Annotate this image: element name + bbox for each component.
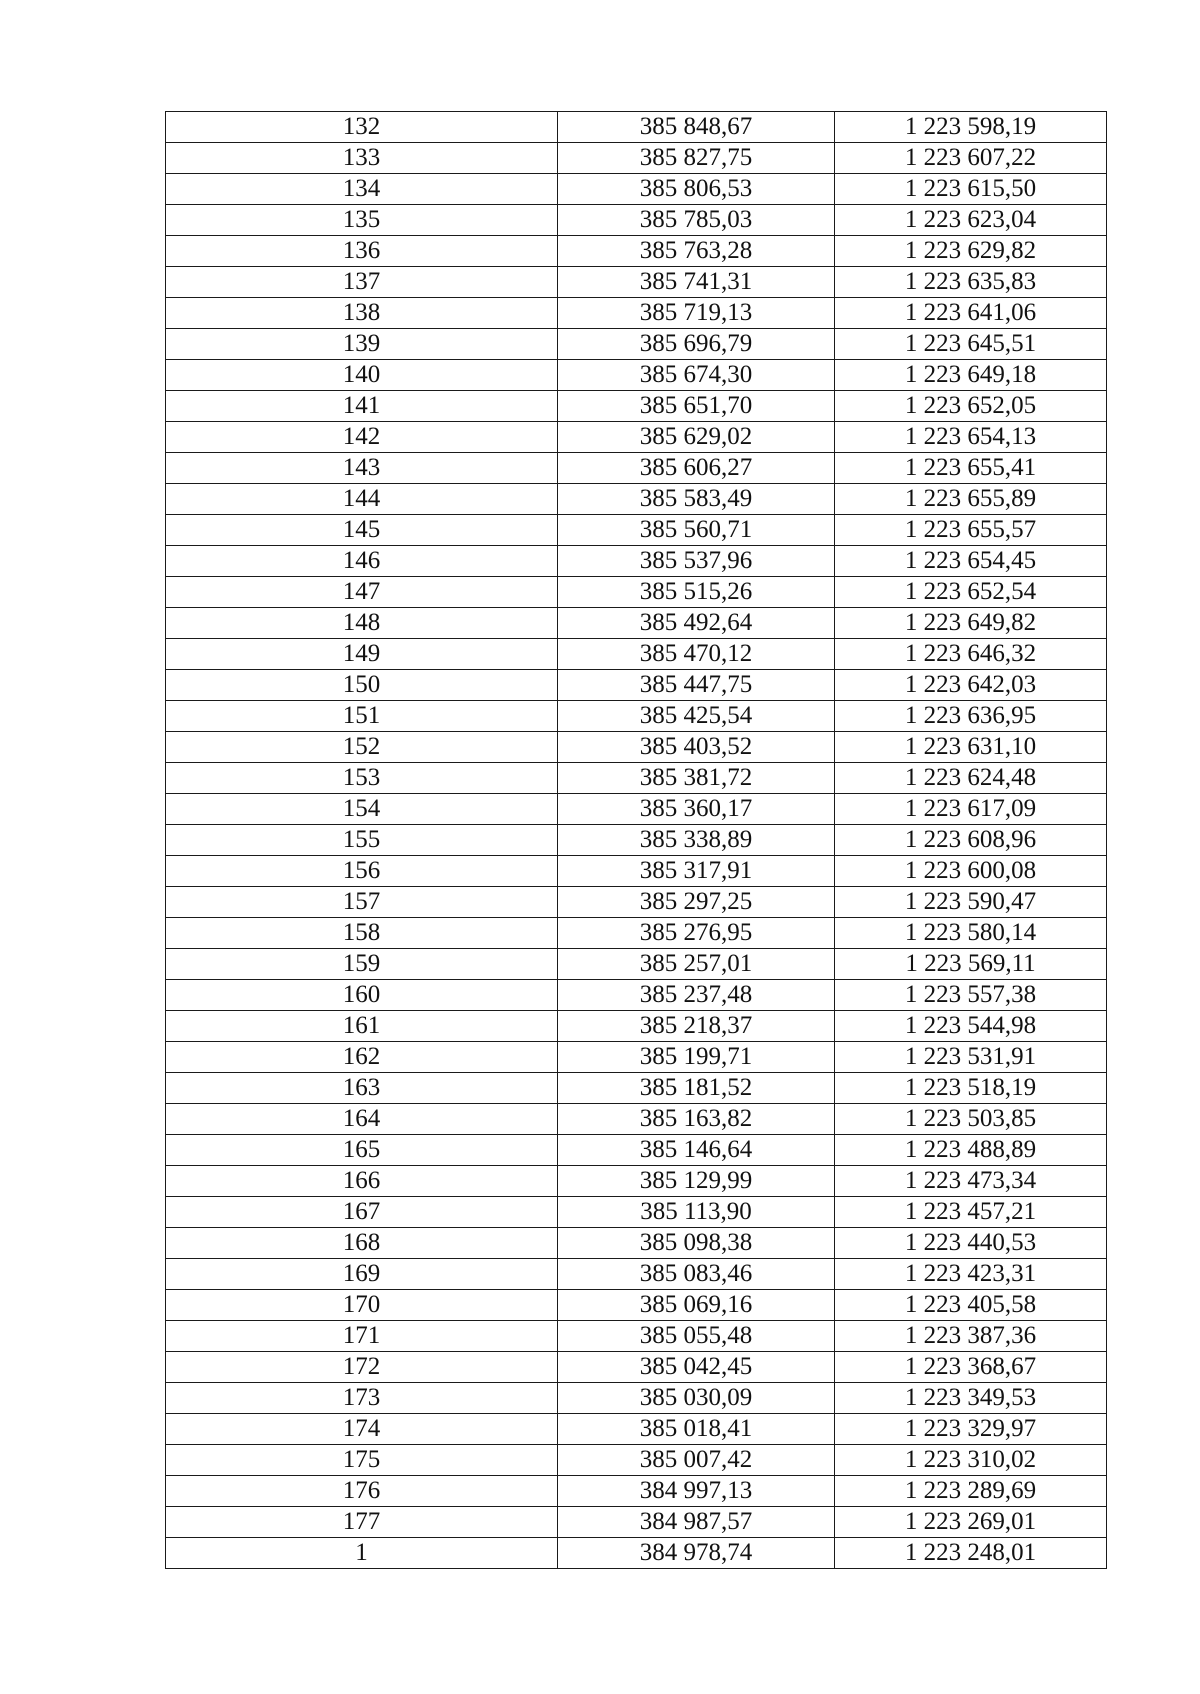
table-row (166, 949, 1107, 980)
y-coordinate-cell: 1 223 636,95 (835, 701, 1107, 732)
y-coordinate-cell: 1 223 655,41 (835, 453, 1107, 484)
table-row (166, 205, 1107, 236)
point-number-cell: 135 (166, 205, 558, 236)
y-coordinate-cell: 1 223 457,21 (835, 1197, 1107, 1228)
table-row (166, 701, 1107, 732)
x-coordinate-cell: 384 997,13 (558, 1476, 835, 1507)
y-coordinate-cell: 1 223 652,05 (835, 391, 1107, 422)
x-coordinate-cell: 385 674,30 (558, 360, 835, 391)
y-coordinate-cell: 1 223 654,45 (835, 546, 1107, 577)
table-row (166, 453, 1107, 484)
table-row (166, 112, 1107, 143)
point-number-cell: 151 (166, 701, 558, 732)
y-coordinate-cell: 1 223 580,14 (835, 918, 1107, 949)
x-coordinate-cell: 385 403,52 (558, 732, 835, 763)
x-coordinate-cell: 385 560,71 (558, 515, 835, 546)
table-row (166, 546, 1107, 577)
point-number-cell: 136 (166, 236, 558, 267)
table-row (166, 918, 1107, 949)
table-row (166, 1011, 1107, 1042)
y-coordinate-cell: 1 223 655,57 (835, 515, 1107, 546)
y-coordinate-cell: 1 223 615,50 (835, 174, 1107, 205)
x-coordinate-cell: 385 763,28 (558, 236, 835, 267)
x-coordinate-cell: 385 042,45 (558, 1352, 835, 1383)
point-number-cell: 155 (166, 825, 558, 856)
x-coordinate-cell: 385 257,01 (558, 949, 835, 980)
point-number-cell: 169 (166, 1259, 558, 1290)
table-row (166, 1166, 1107, 1197)
table-row (166, 1104, 1107, 1135)
x-coordinate-cell: 384 978,74 (558, 1538, 835, 1569)
point-number-cell: 146 (166, 546, 558, 577)
point-number-cell: 132 (166, 112, 558, 143)
x-coordinate-cell: 385 719,13 (558, 298, 835, 329)
x-coordinate-cell: 385 199,71 (558, 1042, 835, 1073)
point-number-cell: 162 (166, 1042, 558, 1073)
y-coordinate-cell: 1 223 423,31 (835, 1259, 1107, 1290)
y-coordinate-cell: 1 223 368,67 (835, 1352, 1107, 1383)
y-coordinate-cell: 1 223 642,03 (835, 670, 1107, 701)
point-number-cell: 165 (166, 1135, 558, 1166)
x-coordinate-cell: 385 537,96 (558, 546, 835, 577)
point-number-cell: 177 (166, 1507, 558, 1538)
y-coordinate-cell: 1 223 269,01 (835, 1507, 1107, 1538)
y-coordinate-cell: 1 223 645,51 (835, 329, 1107, 360)
x-coordinate-cell: 385 113,90 (558, 1197, 835, 1228)
coordinates-table-body (166, 112, 1107, 1569)
table-row (166, 1445, 1107, 1476)
y-coordinate-cell: 1 223 405,58 (835, 1290, 1107, 1321)
table-row (166, 1290, 1107, 1321)
y-coordinate-cell: 1 223 649,82 (835, 608, 1107, 639)
point-number-cell: 157 (166, 887, 558, 918)
x-coordinate-cell: 385 163,82 (558, 1104, 835, 1135)
x-coordinate-cell: 385 827,75 (558, 143, 835, 174)
point-number-cell: 147 (166, 577, 558, 608)
y-coordinate-cell: 1 223 652,54 (835, 577, 1107, 608)
x-coordinate-cell: 385 629,02 (558, 422, 835, 453)
y-coordinate-cell: 1 223 473,34 (835, 1166, 1107, 1197)
table-row (166, 174, 1107, 205)
table-row (166, 980, 1107, 1011)
point-number-cell: 1 (166, 1538, 558, 1569)
y-coordinate-cell: 1 223 557,38 (835, 980, 1107, 1011)
point-number-cell: 145 (166, 515, 558, 546)
y-coordinate-cell: 1 223 649,18 (835, 360, 1107, 391)
y-coordinate-cell: 1 223 646,32 (835, 639, 1107, 670)
x-coordinate-cell: 385 317,91 (558, 856, 835, 887)
x-coordinate-cell: 385 030,09 (558, 1383, 835, 1414)
y-coordinate-cell: 1 223 310,02 (835, 1445, 1107, 1476)
x-coordinate-cell: 385 218,37 (558, 1011, 835, 1042)
x-coordinate-cell: 385 181,52 (558, 1073, 835, 1104)
y-coordinate-cell: 1 223 544,98 (835, 1011, 1107, 1042)
y-coordinate-cell: 1 223 617,09 (835, 794, 1107, 825)
point-number-cell: 164 (166, 1104, 558, 1135)
y-coordinate-cell: 1 223 607,22 (835, 143, 1107, 174)
point-number-cell: 142 (166, 422, 558, 453)
x-coordinate-cell: 385 583,49 (558, 484, 835, 515)
table-row (166, 577, 1107, 608)
x-coordinate-cell: 385 146,64 (558, 1135, 835, 1166)
x-coordinate-cell: 385 129,99 (558, 1166, 835, 1197)
x-coordinate-cell: 385 381,72 (558, 763, 835, 794)
x-coordinate-cell: 385 338,89 (558, 825, 835, 856)
point-number-cell: 161 (166, 1011, 558, 1042)
table-row (166, 1383, 1107, 1414)
x-coordinate-cell: 384 987,57 (558, 1507, 835, 1538)
y-coordinate-cell: 1 223 598,19 (835, 112, 1107, 143)
point-number-cell: 176 (166, 1476, 558, 1507)
table-row (166, 1476, 1107, 1507)
point-number-cell: 170 (166, 1290, 558, 1321)
x-coordinate-cell: 385 083,46 (558, 1259, 835, 1290)
x-coordinate-cell: 385 848,67 (558, 112, 835, 143)
point-number-cell: 173 (166, 1383, 558, 1414)
x-coordinate-cell: 385 806,53 (558, 174, 835, 205)
x-coordinate-cell: 385 447,75 (558, 670, 835, 701)
table-row (166, 143, 1107, 174)
point-number-cell: 156 (166, 856, 558, 887)
x-coordinate-cell: 385 007,42 (558, 1445, 835, 1476)
table-row (166, 670, 1107, 701)
table-row (166, 391, 1107, 422)
point-number-cell: 137 (166, 267, 558, 298)
table-row (166, 794, 1107, 825)
y-coordinate-cell: 1 223 440,53 (835, 1228, 1107, 1259)
table-row (166, 422, 1107, 453)
table-row (166, 1538, 1107, 1569)
table-row (166, 1321, 1107, 1352)
table-row (166, 1197, 1107, 1228)
y-coordinate-cell: 1 223 641,06 (835, 298, 1107, 329)
x-coordinate-cell: 385 515,26 (558, 577, 835, 608)
table-row (166, 515, 1107, 546)
table-row (166, 639, 1107, 670)
x-coordinate-cell: 385 098,38 (558, 1228, 835, 1259)
point-number-cell: 167 (166, 1197, 558, 1228)
table-row (166, 1135, 1107, 1166)
y-coordinate-cell: 1 223 590,47 (835, 887, 1107, 918)
point-number-cell: 166 (166, 1166, 558, 1197)
y-coordinate-cell: 1 223 518,19 (835, 1073, 1107, 1104)
table-row (166, 1352, 1107, 1383)
table-row (166, 1228, 1107, 1259)
y-coordinate-cell: 1 223 623,04 (835, 205, 1107, 236)
table-row (166, 267, 1107, 298)
x-coordinate-cell: 385 360,17 (558, 794, 835, 825)
table-row (166, 856, 1107, 887)
point-number-cell: 140 (166, 360, 558, 391)
point-number-cell: 139 (166, 329, 558, 360)
point-number-cell: 171 (166, 1321, 558, 1352)
point-number-cell: 134 (166, 174, 558, 205)
y-coordinate-cell: 1 223 289,69 (835, 1476, 1107, 1507)
y-coordinate-cell: 1 223 624,48 (835, 763, 1107, 794)
y-coordinate-cell: 1 223 503,85 (835, 1104, 1107, 1135)
point-number-cell: 168 (166, 1228, 558, 1259)
table-row (166, 1042, 1107, 1073)
y-coordinate-cell: 1 223 349,53 (835, 1383, 1107, 1414)
point-number-cell: 153 (166, 763, 558, 794)
point-number-cell: 149 (166, 639, 558, 670)
x-coordinate-cell: 385 606,27 (558, 453, 835, 484)
x-coordinate-cell: 385 237,48 (558, 980, 835, 1011)
table-row (166, 298, 1107, 329)
table-row (166, 763, 1107, 794)
coordinates-table (165, 111, 1107, 1569)
y-coordinate-cell: 1 223 600,08 (835, 856, 1107, 887)
y-coordinate-cell: 1 223 608,96 (835, 825, 1107, 856)
table-row (166, 1414, 1107, 1445)
table-row (166, 236, 1107, 267)
point-number-cell: 175 (166, 1445, 558, 1476)
table-row (166, 1259, 1107, 1290)
point-number-cell: 144 (166, 484, 558, 515)
x-coordinate-cell: 385 069,16 (558, 1290, 835, 1321)
table-row (166, 825, 1107, 856)
table-row (166, 887, 1107, 918)
y-coordinate-cell: 1 223 329,97 (835, 1414, 1107, 1445)
point-number-cell: 154 (166, 794, 558, 825)
point-number-cell: 150 (166, 670, 558, 701)
point-number-cell: 143 (166, 453, 558, 484)
table-row (166, 484, 1107, 515)
x-coordinate-cell: 385 276,95 (558, 918, 835, 949)
table-row (166, 608, 1107, 639)
point-number-cell: 141 (166, 391, 558, 422)
point-number-cell: 152 (166, 732, 558, 763)
point-number-cell: 160 (166, 980, 558, 1011)
x-coordinate-cell: 385 018,41 (558, 1414, 835, 1445)
point-number-cell: 159 (166, 949, 558, 980)
table-row (166, 329, 1107, 360)
x-coordinate-cell: 385 696,79 (558, 329, 835, 360)
y-coordinate-cell: 1 223 635,83 (835, 267, 1107, 298)
point-number-cell: 172 (166, 1352, 558, 1383)
y-coordinate-cell: 1 223 387,36 (835, 1321, 1107, 1352)
x-coordinate-cell: 385 425,54 (558, 701, 835, 732)
table-row (166, 732, 1107, 763)
x-coordinate-cell: 385 055,48 (558, 1321, 835, 1352)
table-row (166, 1073, 1107, 1104)
y-coordinate-cell: 1 223 655,89 (835, 484, 1107, 515)
x-coordinate-cell: 385 297,25 (558, 887, 835, 918)
y-coordinate-cell: 1 223 248,01 (835, 1538, 1107, 1569)
y-coordinate-cell: 1 223 631,10 (835, 732, 1107, 763)
point-number-cell: 138 (166, 298, 558, 329)
x-coordinate-cell: 385 492,64 (558, 608, 835, 639)
y-coordinate-cell: 1 223 531,91 (835, 1042, 1107, 1073)
y-coordinate-cell: 1 223 654,13 (835, 422, 1107, 453)
x-coordinate-cell: 385 741,31 (558, 267, 835, 298)
table-row (166, 1507, 1107, 1538)
table-row (166, 360, 1107, 391)
y-coordinate-cell: 1 223 488,89 (835, 1135, 1107, 1166)
x-coordinate-cell: 385 651,70 (558, 391, 835, 422)
point-number-cell: 148 (166, 608, 558, 639)
point-number-cell: 163 (166, 1073, 558, 1104)
point-number-cell: 158 (166, 918, 558, 949)
y-coordinate-cell: 1 223 629,82 (835, 236, 1107, 267)
x-coordinate-cell: 385 470,12 (558, 639, 835, 670)
y-coordinate-cell: 1 223 569,11 (835, 949, 1107, 980)
x-coordinate-cell: 385 785,03 (558, 205, 835, 236)
point-number-cell: 174 (166, 1414, 558, 1445)
point-number-cell: 133 (166, 143, 558, 174)
